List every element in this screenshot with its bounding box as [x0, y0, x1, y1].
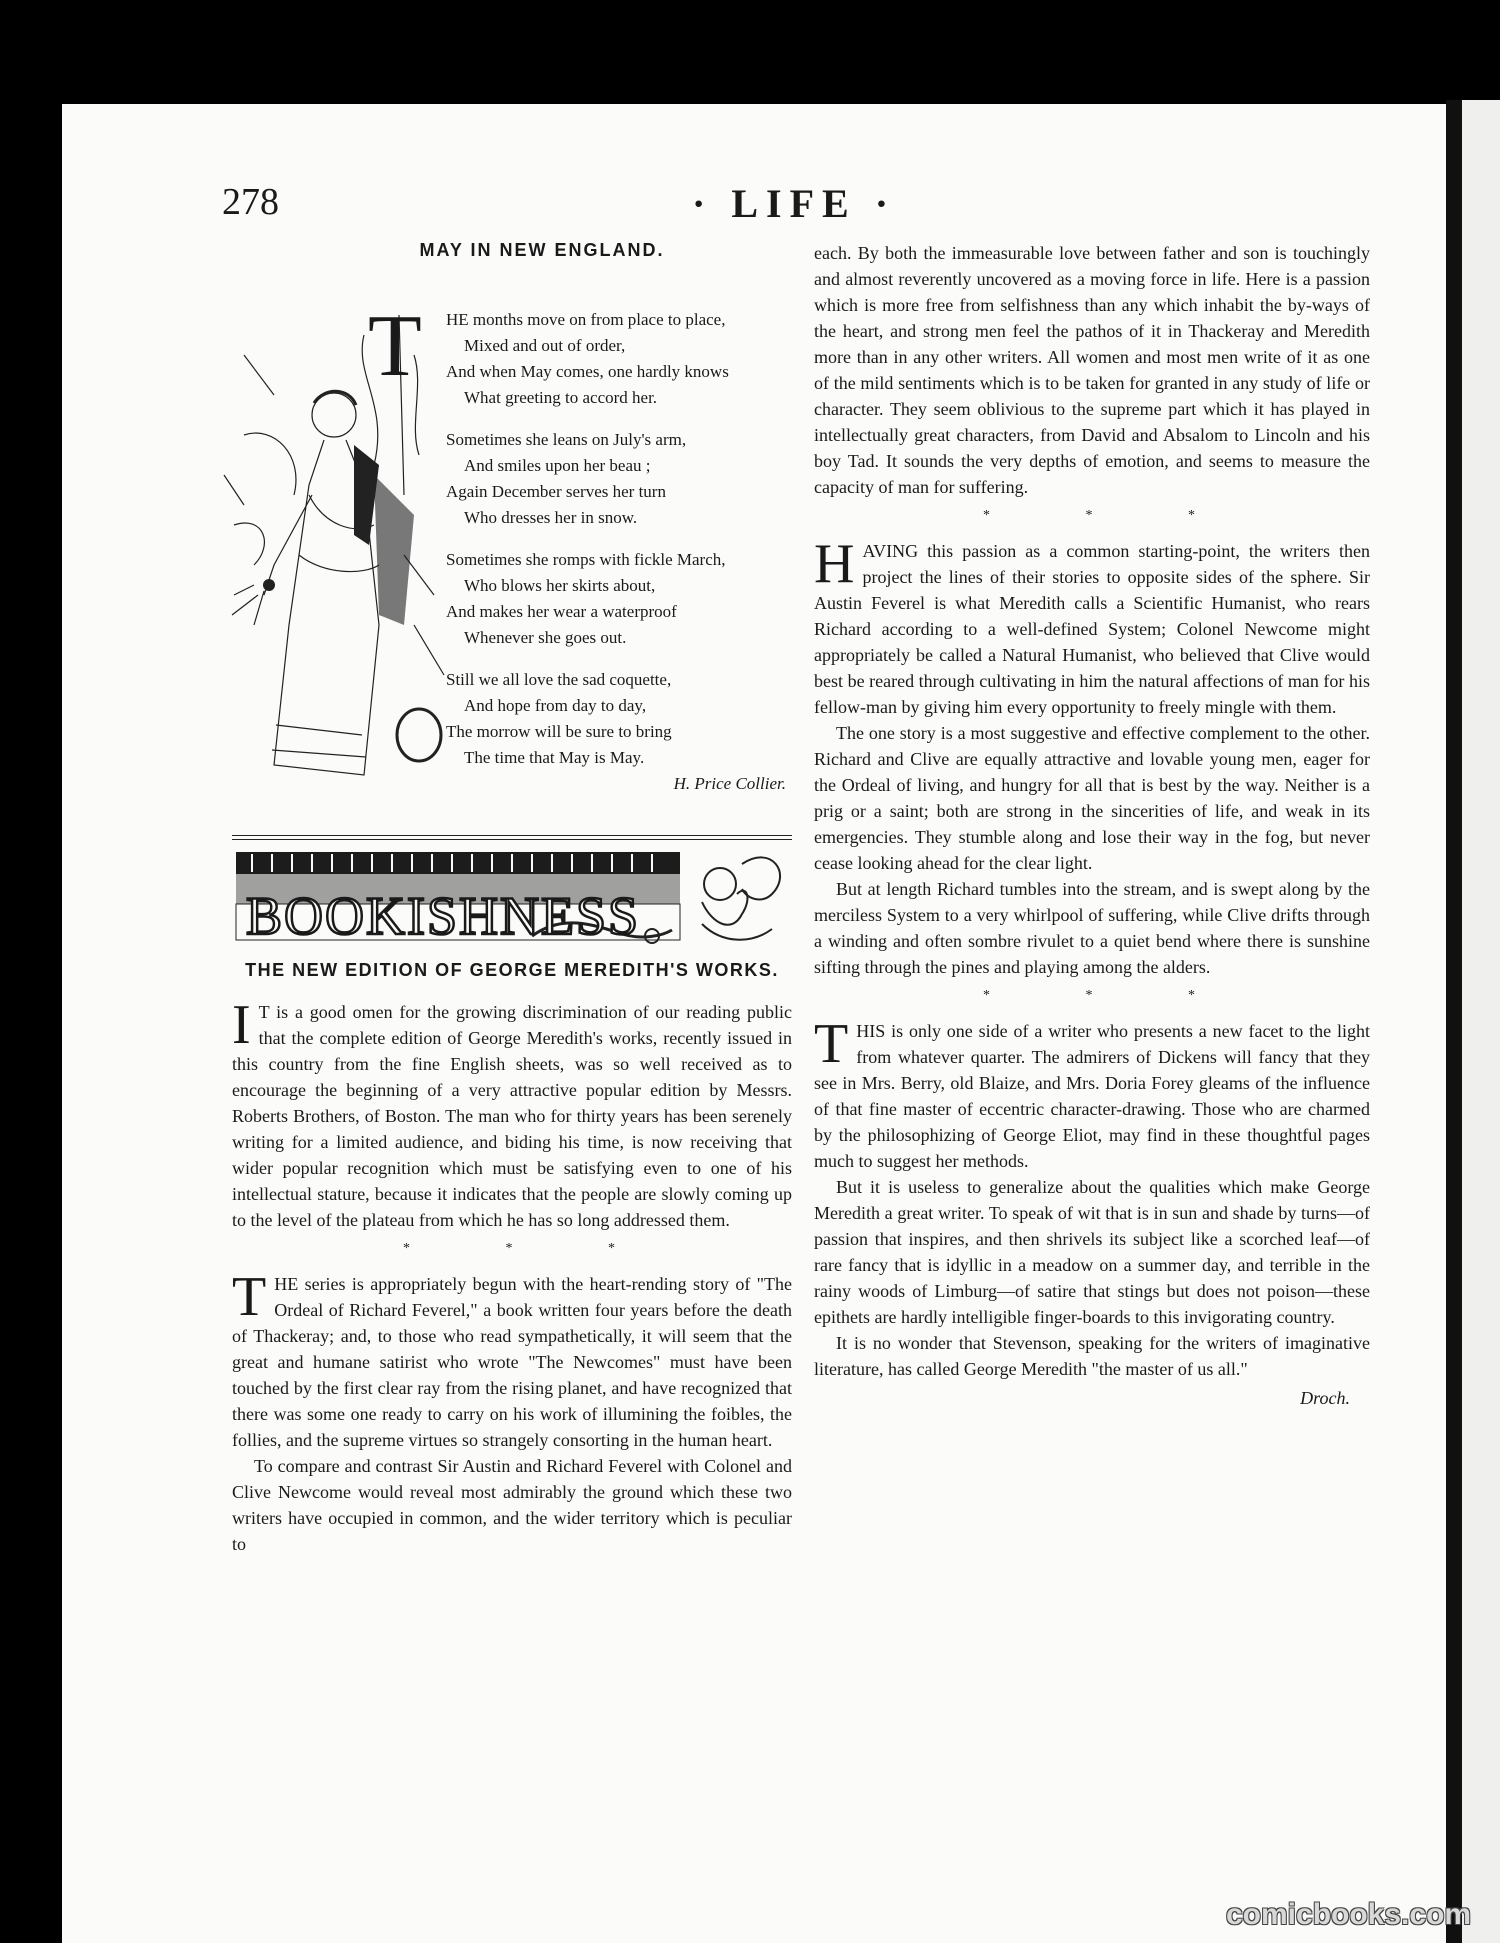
paragraph-text: T is a good omen for the growing discrimination of our reading public that the complete edition of George Meredith's works, recently issued in this country from the fine English sheets, was so well received as to encourage the beginning of a very attractive popular edition by Messrs. Roberts Brothers, of Boston. The man who for thirty years has been serenely writing for a limited audience, and biding his time, is now receiving that wider popular recognition which must be satisfying even to one of his intellectual stature, because it indicates that the people are slowly coming up to the level of the plateau from which he has so long addressed them.: [232, 1002, 792, 1230]
section-separator: * * *: [983, 508, 1241, 523]
poem-block: [232, 261, 792, 821]
verse-line: HE months move on from place to place,: [446, 310, 726, 329]
article-paragraph: The one story is a most suggestive and effective complement to the other. Richard and Clive are equally attractive and lovable young men, eager for the Ordeal of living, and hungry for all that is best by the way. Neither is a prig or a saint; both are strong in the sincerities of life, and weak in its emergencies. They stumble along and lose their way in the fog, but never cease looking ahead for the clear light.: [814, 723, 1370, 873]
poem-text: [446, 307, 796, 797]
poem-drop-cap: T: [368, 298, 422, 395]
poem-author: H. Price Collier.: [673, 774, 786, 793]
paragraph-text: HIS is only one side of a writer who presents a new facet to the light from whatever quarter. The admirers of Dickens will fancy that they see in Mrs. Berry, old Blaize, and Mrs. Doria Forey gleams of the influence of that fine master of eccentric character-drawing. Those who are charmed by the philosophizing of George Eliot, may find in these thoughtful pages much to suggest her methods.: [814, 1021, 1370, 1171]
article-paragraph: each. By both the immeasurable love between father and son is touchingly and almost reverently uncovered as a moving force in life. Here is a passion which is more free from selfishness than any which inhabit the by-ways of the heart, and strong men feel the pathos of it in Thackeray and Meredith more than in any other writers. All women and most men write of it as one of the mild sentiments which is to be taken for granted in any study of life or character. They seem oblivious to the supreme part which it has played in intellectually great characters, from David and Absalom to Lincoln and his boy Tad. It sounds the very depths of emotion, and seems to measure the capacity of man for suffering.: [814, 243, 1370, 497]
banner-artwork: [232, 844, 792, 949]
next-page-edge: [1462, 100, 1500, 1943]
stanza: [446, 307, 796, 411]
drop-cap: T: [814, 1013, 849, 1075]
verse-line: Still we all love the sad coquette,: [446, 670, 672, 689]
banner-title: BOOKISHNESS: [246, 886, 641, 946]
verse-line: What greeting to accord her.: [464, 388, 658, 407]
masthead: · LIFE ·: [692, 181, 897, 226]
stanza: [446, 427, 796, 531]
page-number: 278: [222, 181, 279, 223]
verse-line: Sometimes she leans on July's arm,: [446, 430, 687, 449]
site-watermark: comicbooks.com: [1226, 1898, 1472, 1931]
stanza: [446, 667, 796, 771]
poem-title: MAY IN NEW ENGLAND.: [419, 240, 665, 260]
verse-line: And when May comes, one hardly knows: [446, 362, 729, 381]
verse-line: Who blows her skirts about,: [464, 576, 656, 595]
section-separator: * * *: [983, 988, 1241, 1003]
article-paragraph: But at length Richard tumbles into the stream, and is swept along by the merciless System to a very whirlpool of suffering, while Clive drifts through a winding and often sombre rivulet to a quiet bend where there is sunshine sifting through the pines and playing among the alders.: [814, 879, 1370, 977]
page-header: [222, 180, 1372, 230]
article-paragraph: [232, 994, 792, 1233]
stanza: [446, 547, 796, 651]
paragraph-text: HE series is appropriately begun with the heart-rending story of "The Ordeal of Richard Feverel," a book written four years before the death of Thackeray; and, to those who read sympathetically, it will seem that the great and humane satirist who wrote "The Newcomes" must have been touched by the first clear ray from the rising planet, and have recognized that there was some one ready to carry on his work of illumining the foibles, the follies, and the supreme virtues so strangely consorting in the human heart.: [232, 1274, 792, 1450]
article-paragraph: [232, 1266, 792, 1453]
article-paragraph: [814, 533, 1370, 720]
verse-line: The time that May is May.: [464, 748, 645, 767]
book-gutter: [1446, 100, 1462, 1943]
verse-line: Whenever she goes out.: [464, 628, 627, 647]
drop-cap: H: [814, 533, 855, 595]
drop-cap: I: [232, 994, 251, 1056]
verse-line: Mixed and out of order,: [464, 336, 626, 355]
section-rule: [232, 835, 792, 840]
verse-line: The morrow will be sure to bring: [446, 722, 672, 741]
verse-line: And makes her wear a waterproof: [446, 602, 677, 621]
drop-cap: T: [232, 1266, 267, 1328]
article-title: THE NEW EDITION OF GEORGE MEREDITH'S WORKS.: [245, 960, 779, 980]
article-paragraph: [814, 1013, 1370, 1174]
article-paragraph: To compare and contrast Sir Austin and Richard Feverel with Colonel and Clive Newcome would reveal most admirably the ground which these two writers have occupied in common, and the wider territory which is peculiar to: [232, 1456, 792, 1554]
verse-line: Sometimes she romps with fickle March,: [446, 550, 726, 569]
verse-line: Who dresses her in snow.: [464, 508, 638, 527]
bookishness-banner: [232, 844, 792, 949]
article-signature: Droch.: [1300, 1388, 1350, 1408]
verse-line: And hope from day to day,: [464, 696, 647, 715]
article-paragraph: But it is useless to generalize about the qualities which make George Meredith a great writer. To speak of wit that is in sun and shade by turns—of passion that inspires, and then shrivels its subject like a scorched leaf—of rare fancy that is idyllic in a meadow on a summer day, and terrible in the rainy woods of Limburg—of satire that stings but does not poison—these epithets are hardly intelligible finger-boards to this invigorating country.: [814, 1177, 1370, 1327]
section-separator: * * *: [403, 1241, 661, 1256]
left-column: [232, 240, 792, 1740]
verse-line: And smiles upon her beau ;: [464, 456, 651, 475]
verse-line: Again December serves her turn: [446, 482, 666, 501]
article-paragraph: It is no wonder that Stevenson, speaking for the writers of imaginative literature, has called George Meredith "the master of us all.": [814, 1333, 1370, 1379]
right-column: [814, 240, 1370, 1740]
paragraph-text: AVING this passion as a common starting-point, the writers then project the lines of their stories to opposite sides of the sphere. Sir Austin Feverel is what Meredith calls a Scientific Humanist, who rears Richard according to a well-defined System; Colonel Newcome might appropriately be called a Natural Humanist, who believed that Clive would best be reared through cultivating in him the natural affections of man for his fellow-man by giving him every opportunity to freely mingle with them.: [814, 541, 1370, 717]
